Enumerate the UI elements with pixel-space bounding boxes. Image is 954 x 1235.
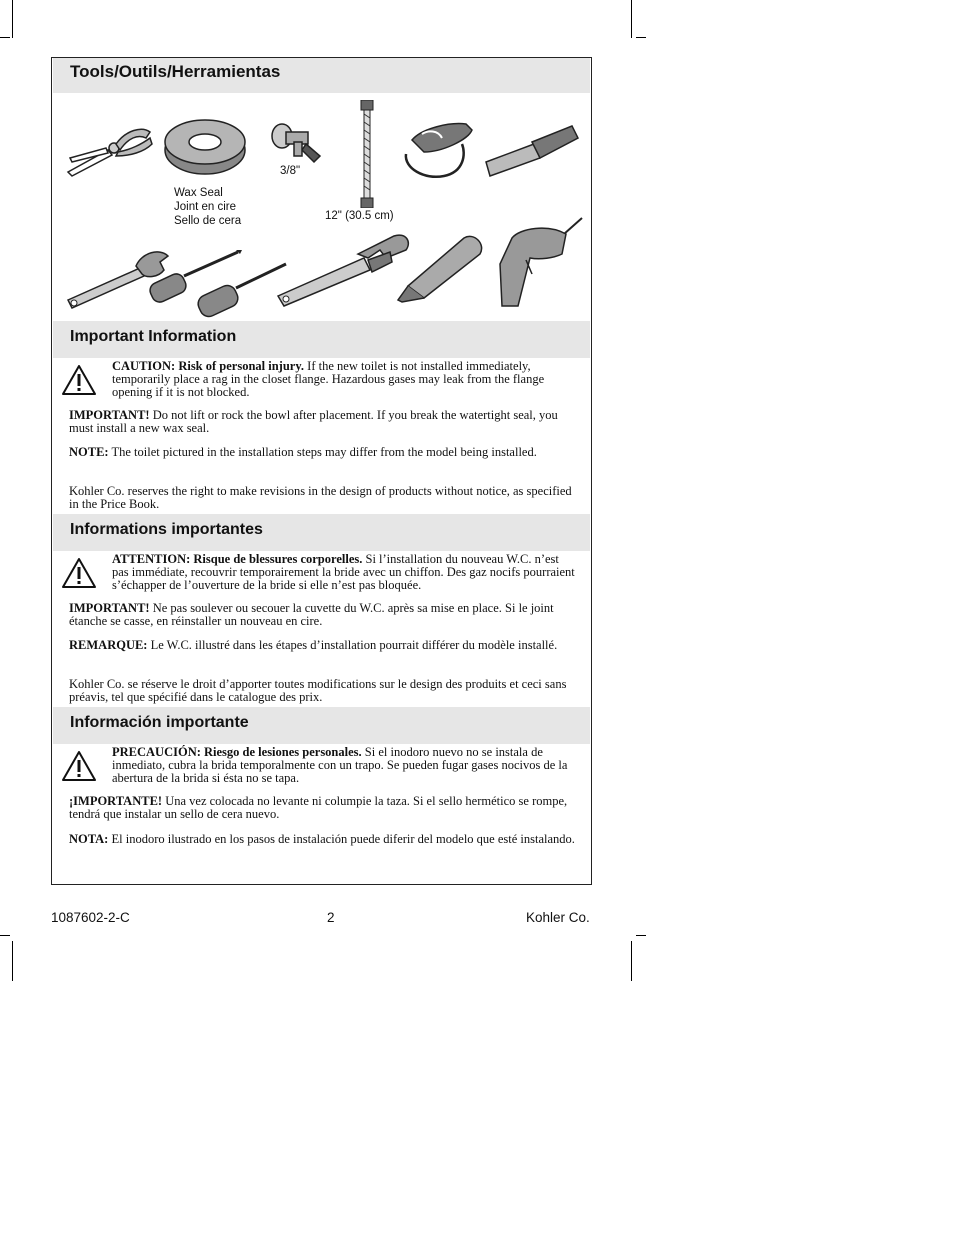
french-important: IMPORTANT! Ne pas soulever ou secouer la cuvette du W.C. après sa mise en place. Si le joint étanche se casse, en réinstaller un nouveau en cire. [69,601,554,628]
crop-mark [631,0,632,38]
wax-seal-label-fr: Joint en cire [174,201,237,213]
english-heading: Important Information [53,321,590,358]
crop-mark [0,37,10,38]
drill-icon [496,214,586,312]
company-name: Kohler Co. [526,910,590,925]
wax-seal-label-en: Wax Seal [174,187,223,199]
french-reserve: Kohler Co. se réserve le droit d’apporter toutes modifications sur le design des produits et ceci sans préavis, tel que spécifié dans le catalogue des prix. [69,677,567,704]
sealant-tube-icon [394,232,488,304]
english-reserve: Kohler Co. reserves the right to make revisions in the design of products without notice, as specified in the Price Book. [69,484,572,511]
pipe-wrench-icon [274,228,414,308]
crop-mark [12,0,13,38]
crop-mark [12,941,13,981]
tools-title: Tools/Outils/Herramientas [53,58,590,93]
supply-length-label: 12" (30.5 cm) [325,210,394,222]
tape-measure-icon [402,118,476,182]
valve-size-label: 3/8" [280,165,301,177]
english-note: NOTE: The toilet pictured in the installation steps may differ from the model being installed. [69,445,537,459]
wax-ring-icon [162,116,248,178]
english-important: IMPORTANT! Do not lift or rock the bowl after placement. If you break the watertight seal, you must install a new wax seal. [69,408,558,435]
shutoff-valve-icon [270,122,328,168]
spanish-caution: PRECAUCIÓN: Riesgo de lesiones personales. Si el inodoro nuevo no se instala de inmediato, cubra la brida temporalmente con un trapo. Se pueden fugar gases nocivos de la abertura de la brida si ésta no se tapa. [112,745,568,785]
spanish-heading: Información importante [53,707,590,744]
french-note: REMARQUE: Le W.C. illustré dans les étapes d’installation pourrait différer du modèle installé. [69,638,558,652]
content-frame [51,57,592,885]
crop-mark [0,935,10,936]
supply-line-icon [356,100,378,208]
french-caution: ATTENTION: Risque de blessures corporelles. Si l’installation du nouveau W.C. n’est pas immédiate, recouvrir temporairement la bride avec un chiffon. Des gaz nocifs pourraient s’échapper de l’ouverture de la bride si elle n’est pas bloquée. [112,552,575,592]
crop-mark [636,935,646,936]
warning-icon [61,557,97,589]
warning-icon [61,364,97,396]
doc-number: 1087602-2-C [51,910,130,925]
french-heading: Informations importantes [53,514,590,551]
spanish-note: NOTA: El inodoro ilustrado en los pasos de instalación puede diferir del modelo que esté instalando. [69,832,575,846]
spanish-important: ¡IMPORTANTE! Una vez colocada no levante ni columpie la taza. Si el sello hermético se rompe, tendrá que instalar un sello de cera nuevo. [69,794,568,821]
wax-seal-label-es: Sello de cera [174,215,242,227]
crop-mark [631,941,632,981]
pliers-icon [64,120,154,180]
english-caution: CAUTION: Risk of personal injury. If the new toilet is not installed immediately, temporarily place a rag in the closet flange. Hazardous gases may leak from the flange opening if it is not blocked. [112,359,545,399]
crop-mark [636,37,646,38]
page-number: 2 [327,910,335,925]
putty-knife-icon [484,122,580,180]
warning-icon [61,750,97,782]
